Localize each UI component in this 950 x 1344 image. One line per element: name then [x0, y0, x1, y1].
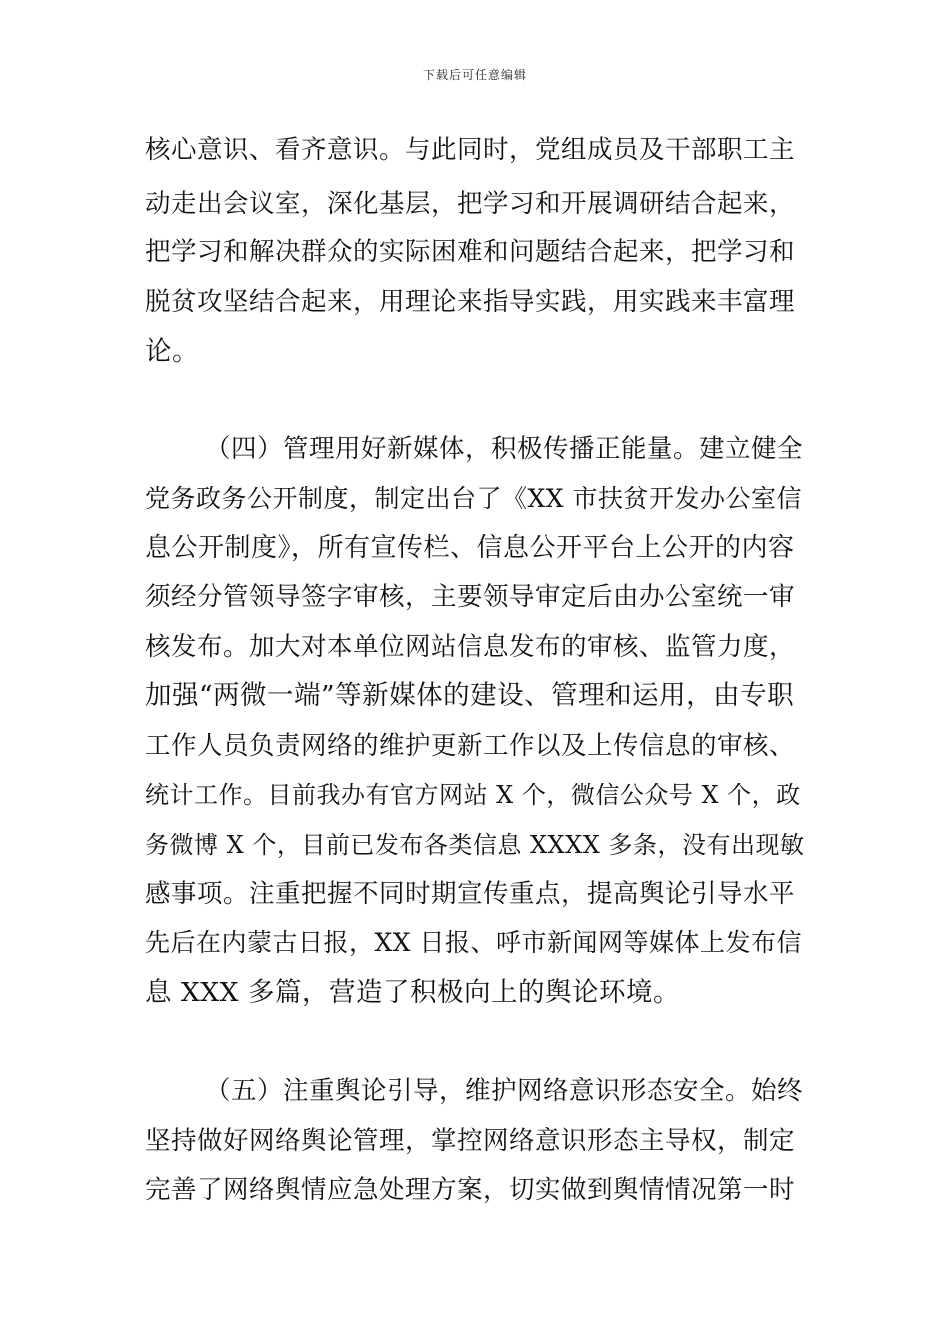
paragraph-line: 息公开制度》，所有宣传栏、信息公开平台上公开的内容	[145, 533, 795, 563]
paragraph-line: 完善了网络舆情应急处理方案，切实做到舆情情况第一时	[145, 1175, 796, 1205]
paragraph-line: 务微博 X 个，目前已发布各类信息 XXXX 多条，没有出现敏	[145, 831, 805, 859]
paragraph-line: 核发布。加大对本单位网站信息发布的审核、监管力度，	[145, 632, 796, 662]
paragraph-line: 把学习和解决群众的实际困难和问题结合起来，把学习和	[145, 237, 796, 267]
paragraph-line: 坚持做好网络舆论管理，掌控网络意识形态主导权，制定	[145, 1126, 796, 1156]
paragraph-line: 动走出会议室，深化基层，把学习和开展调研结合起来，	[145, 189, 796, 219]
paragraph-line: 论。	[145, 336, 199, 367]
paragraph-line: 加强“两微一端”等新媒体的建设、管理和运用，由专职	[145, 680, 795, 711]
section-heading-line: （四）管理用好新媒体，积极传播正能量。建立健全	[205, 434, 804, 464]
paragraph-line: 脱贫攻坚结合起来，用理论来指导实践，用实践来丰富理	[145, 287, 796, 317]
page-header: 下载后可任意编辑	[422, 68, 527, 82]
paragraph-line: 先后在内蒙古日报，XX 日报、呼市新闻网等媒体上发布信	[145, 928, 803, 957]
section-heading-line: （五）注重舆论引导，维护网络意识形态安全。始终	[205, 1076, 804, 1106]
paragraph-line: 核心意识、看齐意识。与此同时，党组成员及干部职工主	[145, 135, 796, 165]
paragraph-line: 息 XXX 多篇，营造了积极向上的舆论环境。	[145, 977, 680, 1008]
paragraph-line: 工作人员负责网络的维护更新工作以及上传信息的审核、	[145, 731, 796, 761]
paragraph-line: 党务政务公开制度，制定出台了《XX 市扶贫开发办公室信	[145, 484, 803, 513]
paragraph-line: 须经分管领导签字审核，主要领导审定后由办公室统一审	[145, 582, 796, 612]
paragraph-line: 感事项。注重把握不同时期宣传重点，提高舆论引导水平	[145, 879, 796, 909]
paragraph-line: 统计工作。目前我办有官方网站 X 个，微信公众号 X 个，政	[145, 781, 801, 809]
